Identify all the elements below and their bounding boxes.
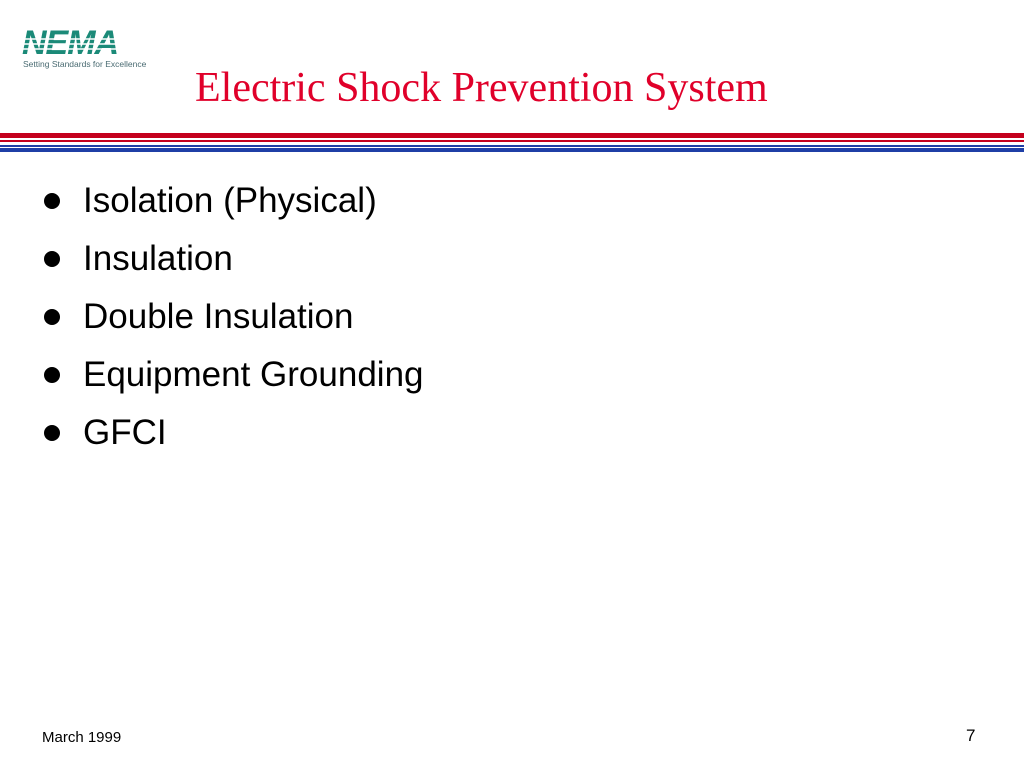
bullet-item [44,236,424,294]
bullet-item [44,352,424,410]
bullet-icon [44,193,60,209]
bullet-list [44,178,424,468]
bullet-icon [44,309,60,325]
title-divider [0,131,1024,153]
logo-wordmark: NEMA [22,24,119,62]
bullet-text: Isolation (Physical) [83,181,377,220]
bullet-text: Insulation [83,239,233,278]
slide-title: Electric Shock Prevention System [195,65,768,111]
bullet-text: GFCI [83,413,167,452]
page-number: 7 [966,726,976,745]
bullet-item [44,178,424,236]
red-rule-thick [0,133,1024,138]
bullet-icon [44,367,60,383]
nema-logo [22,26,146,70]
blue-rule-thick [0,148,1024,152]
bullet-text: Equipment Grounding [83,355,424,394]
logo-tagline: Setting Standards for Excellence [23,59,147,69]
bullet-text: Double Insulation [83,297,354,336]
red-rule-thin [0,140,1024,142]
footer-date: March 1999 [42,729,122,746]
bullet-item [44,410,424,468]
bullet-icon [44,251,60,267]
bullet-item [44,294,424,352]
blue-rule-thin [0,145,1024,147]
bullet-icon [44,425,60,441]
